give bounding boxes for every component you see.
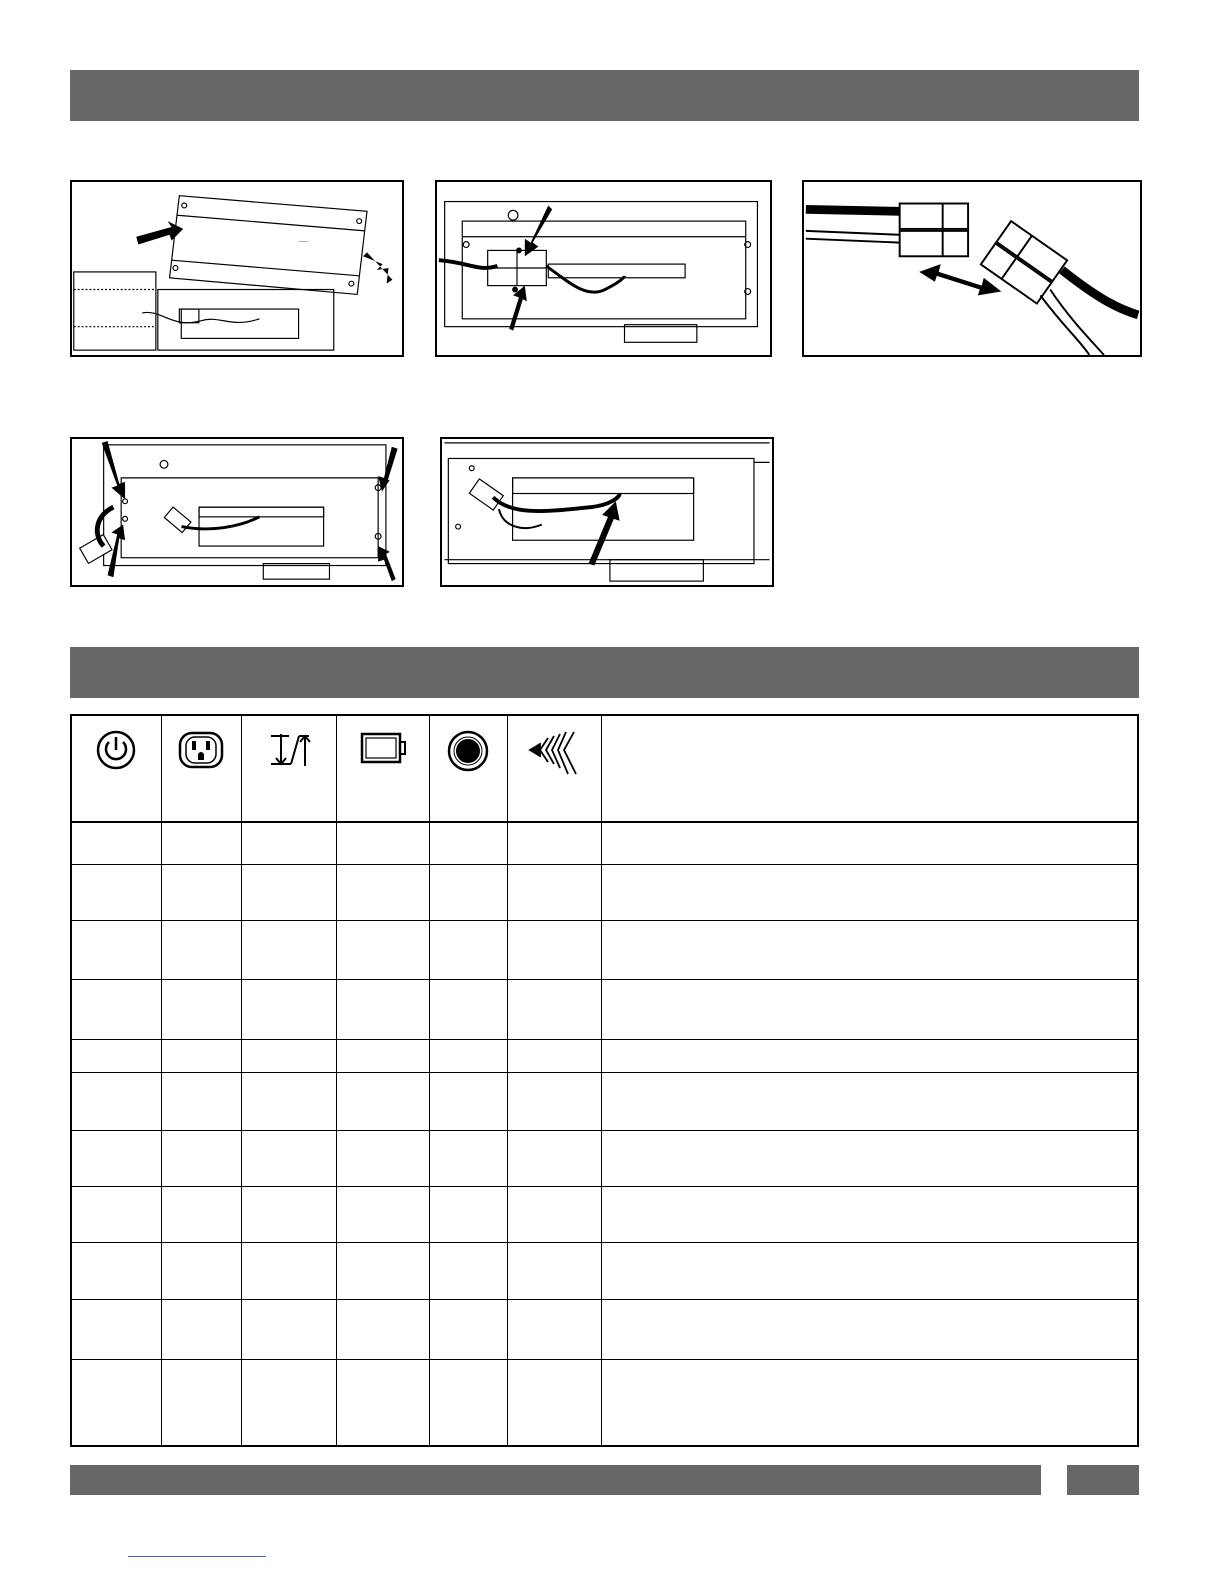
slide-battery-illustration xyxy=(442,439,772,585)
header-cell-fault xyxy=(429,715,507,822)
page-number-box xyxy=(1067,1465,1139,1495)
power-icon xyxy=(94,730,138,770)
section-header-bar-top xyxy=(70,70,1139,121)
table-row xyxy=(71,1130,1138,1186)
footer-bar xyxy=(70,1465,1041,1495)
voltage-adjust-icon xyxy=(265,730,313,770)
figure-disconnect-connector-cover xyxy=(435,180,772,357)
svg-text:——: —— xyxy=(298,239,309,245)
figure-remove-bracket-screws xyxy=(70,437,404,587)
battery-icon xyxy=(358,730,408,766)
table-row xyxy=(71,864,1138,920)
header-cell-voltage-adjust xyxy=(241,715,336,822)
outlet-icon xyxy=(177,730,225,770)
fault-indicator-icon xyxy=(446,730,490,772)
bracket-screws-illustration xyxy=(72,439,402,585)
table-row xyxy=(71,1186,1138,1242)
link-underline[interactable] xyxy=(128,1556,266,1557)
header-cell-description xyxy=(601,715,1138,822)
table-row xyxy=(71,822,1138,864)
header-cell-outlet xyxy=(161,715,241,822)
battery-connectors-illustration xyxy=(804,182,1140,355)
figure-separate-battery-connectors xyxy=(802,180,1142,357)
section-header-bar-status xyxy=(70,647,1139,698)
buzzer-icon xyxy=(524,730,584,776)
table-row xyxy=(71,1299,1138,1359)
header-cell-battery xyxy=(336,715,429,822)
header-cell-buzzer xyxy=(507,715,601,822)
table-row xyxy=(71,1242,1138,1299)
figure-remove-front-panel xyxy=(70,180,404,357)
status-indicator-table xyxy=(70,714,1139,1447)
table-row xyxy=(71,1072,1138,1130)
figure-slide-out-battery xyxy=(440,437,774,587)
header-cell-power xyxy=(71,715,161,822)
table-header-row xyxy=(71,715,1138,822)
connector-cover-illustration xyxy=(437,182,770,355)
table-row xyxy=(71,920,1138,979)
front-panel-illustration xyxy=(72,182,402,355)
table-row xyxy=(71,979,1138,1039)
table-row xyxy=(71,1039,1138,1072)
table-row xyxy=(71,1359,1138,1446)
